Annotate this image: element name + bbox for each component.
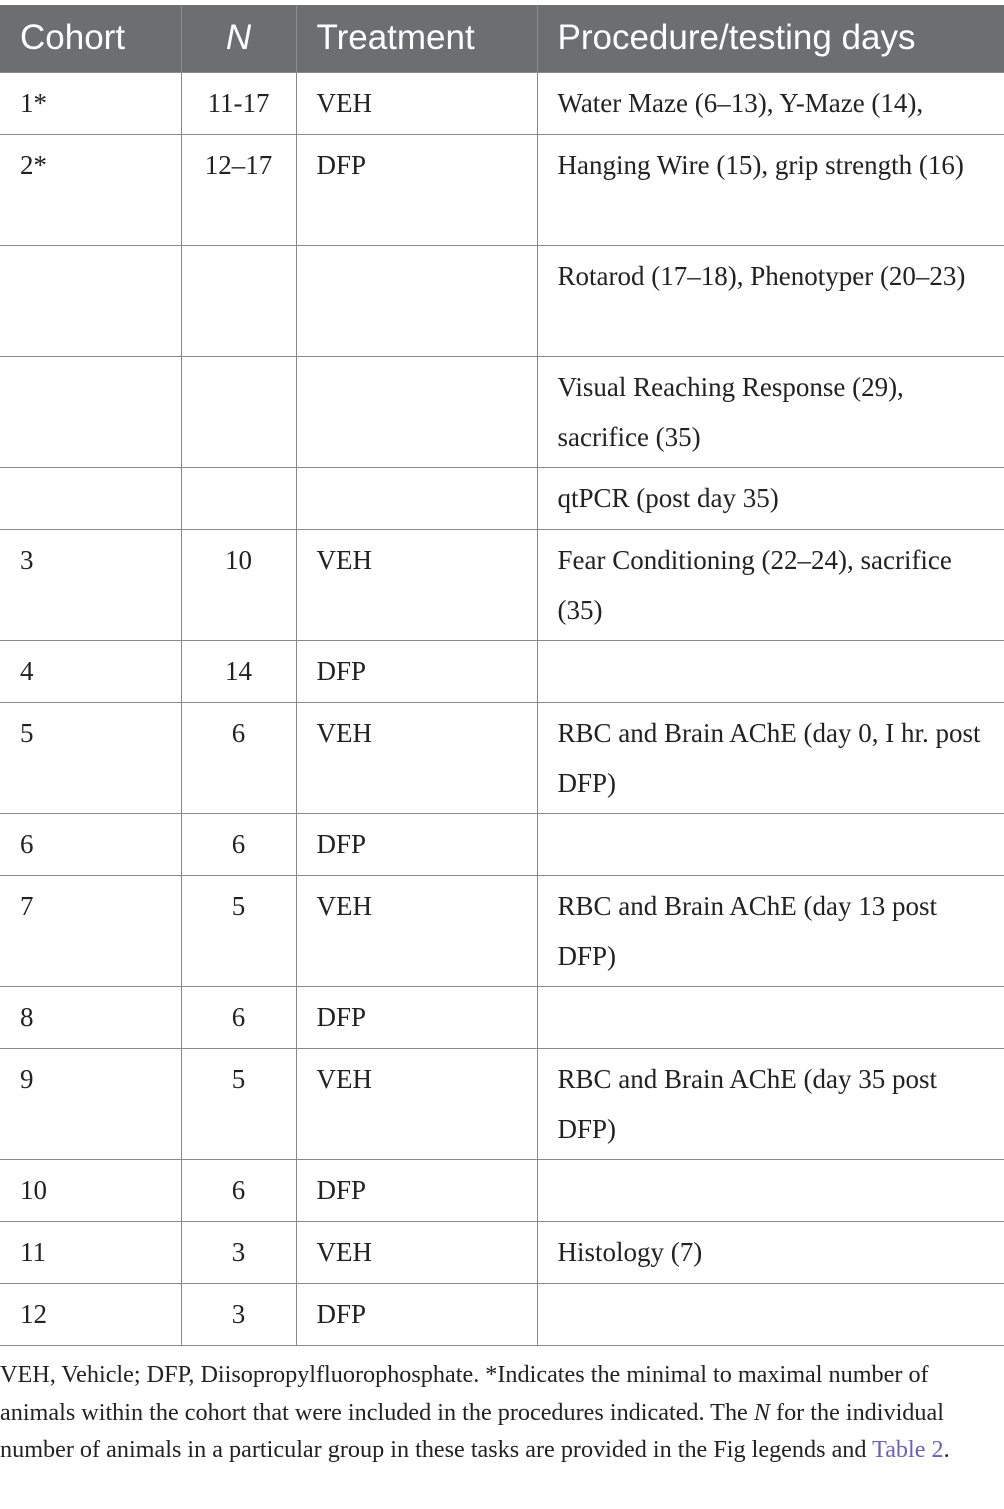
procedure-cell [537, 813, 1004, 875]
footnote-text-part3: . [943, 1436, 950, 1463]
n-cell [181, 467, 296, 529]
cohort-table [0, 5, 1004, 1346]
treatment-cell: VEH [296, 1048, 537, 1159]
treatment-cell: VEH [296, 702, 537, 813]
cohort-cell: 9 [0, 1048, 181, 1159]
table-footnote [0, 1356, 1004, 1469]
table-row [0, 467, 1004, 529]
n-cell [181, 245, 296, 356]
n-cell: 6 [181, 986, 296, 1048]
table-row [0, 875, 1004, 986]
procedure-cell: RBC and Brain AChE (day 0, I hr. post DFP) [537, 702, 1004, 813]
header-n: N [181, 5, 296, 72]
procedure-cell: RBC and Brain AChE (day 35 post DFP) [537, 1048, 1004, 1159]
treatment-cell: DFP [296, 640, 537, 702]
cohort-cell: 12 [0, 1283, 181, 1345]
footnote-text-part2: for the individual number of animals in a particular group in these tasks are provided in the Fig legends and [0, 1398, 944, 1463]
procedure-cell: Fear Conditioning (22–24), sacrifice (35) [537, 529, 1004, 640]
treatment-cell: DFP [296, 134, 537, 245]
treatment-cell: VEH [296, 529, 537, 640]
cohort-cell [0, 245, 181, 356]
procedure-cell: Hanging Wire (15), grip strength (16) [537, 134, 1004, 245]
cohort-cell: 6 [0, 813, 181, 875]
treatment-cell [296, 467, 537, 529]
n-cell: 6 [181, 702, 296, 813]
footnote-n-italic: N [753, 1398, 770, 1426]
table-header-row [0, 5, 1004, 72]
treatment-cell: VEH [296, 1221, 537, 1283]
n-cell: 3 [181, 1283, 296, 1345]
procedure-cell: Rotarod (17–18), Phenotyper (20–23) [537, 245, 1004, 356]
table-2-link[interactable]: Table 2 [872, 1436, 944, 1463]
procedure-cell [537, 1283, 1004, 1345]
n-cell: 10 [181, 529, 296, 640]
table-row [0, 1159, 1004, 1221]
n-cell: 11-17 [181, 72, 296, 134]
cohort-cell: 5 [0, 702, 181, 813]
cohort-cell [0, 356, 181, 467]
cohort-cell: 1* [0, 72, 181, 134]
cohort-cell: 8 [0, 986, 181, 1048]
table-row [0, 529, 1004, 640]
cohort-cell: 4 [0, 640, 181, 702]
procedure-cell [537, 986, 1004, 1048]
cohort-cell: 2* [0, 134, 181, 245]
cohort-cell: 3 [0, 529, 181, 640]
header-cohort: Cohort [0, 5, 181, 72]
procedure-cell: RBC and Brain AChE (day 13 post DFP) [537, 875, 1004, 986]
n-cell: 6 [181, 1159, 296, 1221]
footnote-text-part1: VEH, Vehicle; DFP, Diisopropylfluorophosphate. *Indicates the minimal to maximal number of animals within the cohort that were included in the procedures indicated. The [0, 1361, 929, 1426]
table-row [0, 813, 1004, 875]
cohort-cell [0, 467, 181, 529]
procedure-cell: Visual Reaching Response (29), sacrifice (35) [537, 356, 1004, 467]
treatment-cell: DFP [296, 1283, 537, 1345]
table-row [0, 1048, 1004, 1159]
cohort-cell: 7 [0, 875, 181, 986]
table-row [0, 702, 1004, 813]
treatment-cell: DFP [296, 1159, 537, 1221]
treatment-cell [296, 245, 537, 356]
header-treatment: Treatment [296, 5, 537, 72]
n-cell: 5 [181, 875, 296, 986]
table-row [0, 986, 1004, 1048]
cohort-cell: 10 [0, 1159, 181, 1221]
procedure-cell [537, 1159, 1004, 1221]
table-row [0, 245, 1004, 356]
procedure-cell: Histology (7) [537, 1221, 1004, 1283]
table-row [0, 1283, 1004, 1345]
header-procedure: Procedure/testing days [537, 5, 1004, 72]
table-row [0, 640, 1004, 702]
n-cell: 12–17 [181, 134, 296, 245]
n-cell: 3 [181, 1221, 296, 1283]
treatment-cell [296, 356, 537, 467]
treatment-cell: DFP [296, 986, 537, 1048]
table-row [0, 72, 1004, 134]
treatment-cell: VEH [296, 875, 537, 986]
procedure-cell [537, 640, 1004, 702]
n-cell [181, 356, 296, 467]
treatment-cell: DFP [296, 813, 537, 875]
table-row [0, 1221, 1004, 1283]
table-row [0, 356, 1004, 467]
n-cell: 5 [181, 1048, 296, 1159]
cohort-cell: 11 [0, 1221, 181, 1283]
procedure-cell: Water Maze (6–13), Y-Maze (14), [537, 72, 1004, 134]
treatment-cell: VEH [296, 72, 537, 134]
procedure-cell: qtPCR (post day 35) [537, 467, 1004, 529]
n-cell: 6 [181, 813, 296, 875]
n-cell: 14 [181, 640, 296, 702]
table-row [0, 134, 1004, 245]
